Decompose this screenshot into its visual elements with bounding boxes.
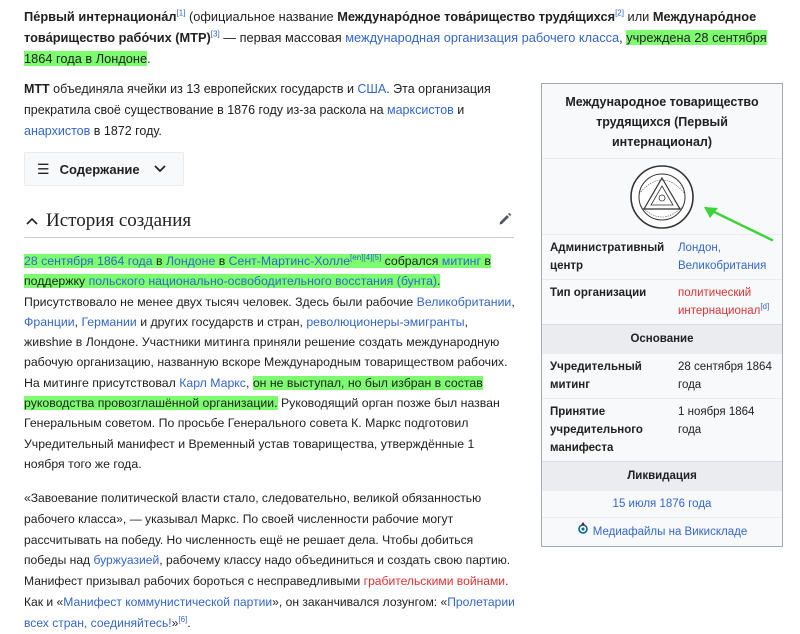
- infobox-row-founding-meeting: Учредительный митинг 28 сентября 1864 года: [542, 353, 782, 398]
- link-intl-org[interactable]: международная организация рабочего класса: [345, 30, 620, 45]
- section-title: История создания: [46, 209, 192, 231]
- toc-label: Содержание: [59, 161, 140, 177]
- link-wars[interactable]: грабительскими войнами: [363, 574, 506, 589]
- link-bourgeoisie[interactable]: буржуазией: [93, 553, 160, 568]
- link-germany[interactable]: Германии: [81, 314, 137, 329]
- link-emigrants[interactable]: революционеры-эмигранты: [306, 314, 465, 329]
- alt-name: Междунаро́дное това́рищество рабо́чих: [24, 9, 757, 45]
- section-heading: [24, 204, 514, 238]
- link-commons[interactable]: Медиафайлы на Викискладе: [592, 526, 748, 539]
- link-slogan[interactable]: Пролетарии всех стран, соединяйтесь!: [24, 594, 515, 630]
- link-karl-marx[interactable]: Карл Маркс: [179, 375, 246, 390]
- link-london[interactable]: Лондоне: [165, 254, 216, 268]
- infobox-liquidation-head: Ликвидация: [542, 461, 782, 490]
- ref-2[interactable]: [2]: [615, 8, 624, 18]
- mtt-paragraph: МТТ объединяла ячейки из 13 европейских государств и США. Эта организация прекратила своё существование в 1876 году из-за раскола на марксистов и анархистов в 1872 году.: [24, 82, 491, 138]
- infobox-commons: [542, 517, 782, 546]
- chevron-down-icon: [154, 162, 166, 176]
- collapse-caret-icon[interactable]: [26, 213, 38, 228]
- link-hall[interactable]: Сент-Мартинс-Холле: [228, 254, 351, 268]
- official-name: Междунаро́дное това́рищество трудя́щихся: [337, 9, 616, 24]
- infobox-row-manifesto: Принятие учредительного манифеста 1 ноября 1864 года: [542, 398, 782, 461]
- edit-pencil-icon[interactable]: [498, 212, 512, 230]
- seal-icon: [629, 164, 695, 230]
- link-anarchists[interactable]: анархистов: [24, 124, 91, 138]
- infobox-title: Международное товарищество трудящихся (Первый интернационал): [565, 95, 759, 149]
- ref-6[interactable]: [6]: [178, 614, 188, 624]
- link-pol-intl[interactable]: политический интернационал: [678, 287, 761, 317]
- annotation-arrow-icon: [700, 204, 776, 244]
- list-icon: ☰: [37, 160, 50, 177]
- highlight-meeting: 28 сентября 1864 года в Лондоне в Сент-Мартинс-Холле[en][4][5] собрался митинг в поддержку польского национально-освободительного восстания (бунта).: [24, 252, 491, 289]
- ref-3[interactable]: [3]: [210, 29, 220, 39]
- link-usa[interactable]: США: [357, 82, 387, 96]
- ref-d[interactable]: [d]: [760, 302, 770, 312]
- link-meeting[interactable]: митинг: [441, 254, 481, 268]
- infobox-liquidation-date: [542, 490, 782, 517]
- link-france[interactable]: Франции: [24, 314, 75, 329]
- link-london-gb[interactable]: Лондон, Великобритания: [678, 242, 767, 272]
- link-uprising[interactable]: польского национально-освободительного восстания (бунта): [88, 274, 437, 289]
- intro-paragraph: Пе́рвый интернациона́л[1] (официальное название Междунаро́дное това́рищество трудя́щихся[2] или Междунаро́дное това́рищество рабо́чих (МТР)[3] — первая массовая международная организация рабочего класса, учреждена 28 сентября 1864 года в Лондоне.: [24, 8, 767, 66]
- highlight-founding: учреждена 28 сентября 1864 года в Лондоне: [24, 30, 767, 66]
- infobox-founding-head: Основание: [542, 324, 782, 353]
- ref-4-5[interactable]: [en][4][5]: [350, 252, 382, 262]
- infobox: [541, 83, 783, 547]
- link-manifesto[interactable]: Манифест коммунистической партии: [63, 594, 273, 609]
- history-paragraph: 28 сентября 1864 года в Лондоне в Сент-Мартинс-Холле[en][4][5] собрался митинг в поддержку польского национально-освободительного восстания (бунта). Присутствовало не менее двух тысяч человек. Здесь были рабочие Великобритании, Франции, Германии и других государств и стран, революционеры-эмигранты, живshие в Лондоне. Участники митинга приняли решение создать международную рабочую организацию, названную вскоре Международным товариществом рабочих. На митинге присутствовал Карл Маркс, он не выступал, но был избран в состав руководства провозглашённой организации. Руководящий орган позже был назван Генеральным советом. По просьбе Генерального совета К. Маркс подготовил Учредительный манифест и Временный устав товарищества, утверждённые 1 ноября того же года.: [24, 252, 515, 471]
- infobox-row-center: Административный центр Лондон, Великобритания: [542, 234, 782, 279]
- toc-button[interactable]: [24, 152, 184, 186]
- highlight-leadership: он не выступал, но был избран в состав руководства провозглашённой организации.: [24, 375, 483, 411]
- quote-paragraph: «Завоевание политической власти стало, следовательно, великой обязанностью рабочего класса», — указывал Маркс. По своей численности рабочие могут рассчитывать на победу. Но численность ещё не решает дела. Чтобы добиться победы над буржуазией, рабочему классу надо объединиться и создать свою партию. Манифест призывал рабочих бороться с несправедливыми грабительскими войнами. Как и «Манифест коммунистической партии», он заканчивался лозунгом: «Пролетарии всех стран, соединяйтесь!»[6].: [24, 491, 515, 630]
- link-gb[interactable]: Великобритании: [416, 294, 512, 309]
- link-liquidation-date[interactable]: 15 июля 1876 года: [612, 498, 712, 510]
- article-name: Пе́рвый интернациона́л: [24, 9, 177, 24]
- commons-icon: [577, 522, 589, 542]
- link-date[interactable]: 28 сентября 1864 года: [24, 254, 153, 268]
- infobox-row-type: Тип организации политический интернационал[d]: [542, 279, 782, 324]
- ref-1[interactable]: [1]: [176, 8, 186, 18]
- link-marxists[interactable]: марксистов: [387, 103, 454, 117]
